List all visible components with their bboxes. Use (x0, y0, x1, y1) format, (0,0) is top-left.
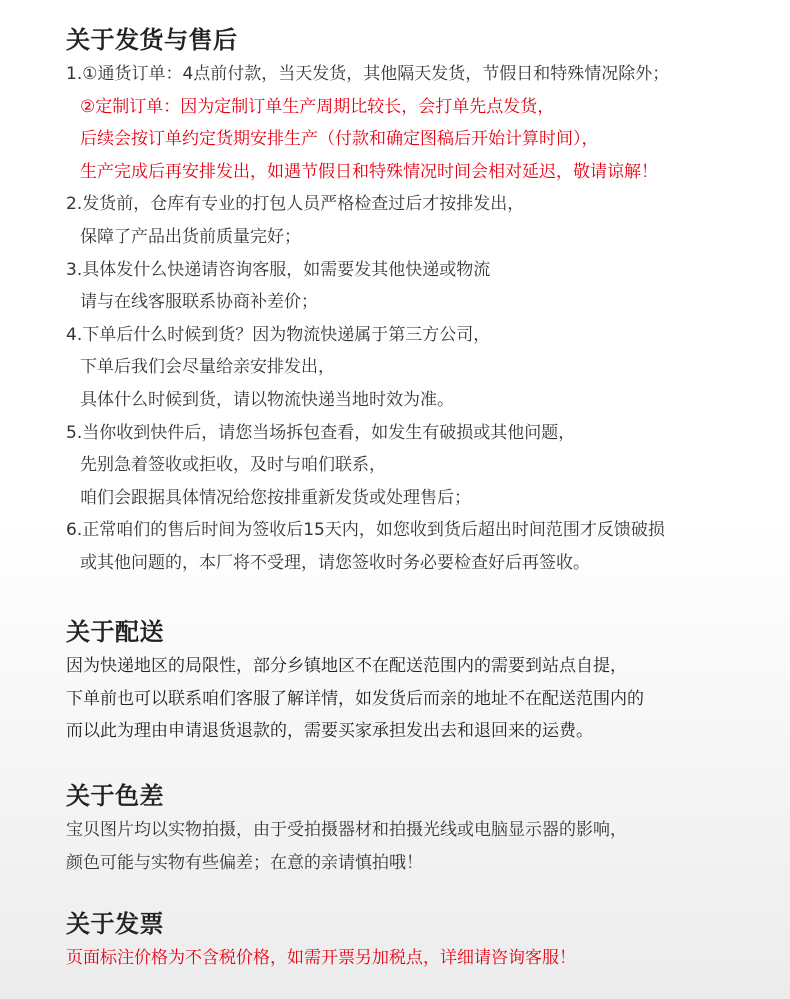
shipping-line-8: 请与在线客服联系协商补差价； (80, 292, 318, 313)
shipping-line-3: 后续会按订单约定货期安排生产（付款和确定图稿后开始计算时间）， (80, 129, 599, 150)
invoice-line-1: 页面标注价格为不含税价格，如需开票另加税点，详细请咨询客服！ (66, 948, 576, 968)
color-diff-lines (66, 814, 770, 879)
shipping-line-7: 3.具体发什么快递请咨询客服，如需要发其他快递或物流 (66, 259, 491, 280)
shipping-line-12: 5.当你收到快件后，请您当场拆包查看，如发生有破损或其他问题， (66, 422, 576, 443)
color-diff-section (66, 778, 770, 879)
shipping-line-9: 4.下单后什么时候到货？因为物流快递属于第三方公司， (66, 324, 491, 345)
shipping-line-6: 保障了产品出货前质量完好； (80, 226, 301, 247)
delivery-line-1: 因为快递地区的局限性，部分乡镇地区不在配送范围内的需要到站点自提， (66, 656, 627, 676)
invoice-section (66, 906, 770, 975)
delivery-heading: 关于配送 (66, 618, 164, 646)
shipping-line-1: 1.①通货订单：4点前付款，当天发货，其他隔天发货，节假日和特殊情况除外； (66, 64, 670, 84)
shipping-line-5: 2.发货前，仓库有专业的打包人员严格检查过后才按排发出， (66, 194, 525, 215)
delivery-line-2: 下单前也可以联系咱们客服了解详情，如发货后而亲的地址不在配送范围内的 (66, 688, 644, 709)
shipping-line-10: 下单后我们会尽量给亲安排发出， (80, 357, 335, 378)
color-diff-heading: 关于色差 (66, 782, 164, 810)
shipping-lines (66, 58, 770, 580)
invoice-lines (66, 942, 770, 975)
shipping-line-15: 6.正常咱们的售后时间为签收后15天内，如您收到货后超出时间范围才反馈破损 (66, 520, 665, 541)
shipping-line-16: 或其他问题的，本厂将不受理，请您签收时务必要检查好后再签收。 (80, 552, 590, 573)
shipping-line-14: 咱们会跟据具体情况给您按排重新发货或处理售后； (80, 487, 471, 508)
shipping-heading: 关于发货与售后 (66, 26, 238, 54)
shipping-section (66, 22, 770, 580)
shipping-line-2: ②定制订单：因为定制订单生产周期比较长，会打单先点发货， (80, 96, 555, 117)
delivery-line-3: 而以此为理由申请退货退款的，需要买家承担发出去和退回来的运费。 (66, 721, 593, 742)
invoice-heading: 关于发票 (66, 910, 164, 938)
shipping-line-13: 先别急着签收或拒收，及时与咱们联系， (80, 455, 386, 476)
shipping-line-4: 生产完成后再安排发出，如遇节假日和特殊情况时间会相对延迟，敬请谅解！ (80, 161, 658, 182)
color-diff-line-1: 宝贝图片均以实物拍摄，由于受拍摄器材和拍摄光线或电脑显示器的影响， (66, 820, 627, 840)
color-diff-line-2: 颜色可能与实物有些偏差；在意的亲请慎拍哦！ (66, 852, 423, 873)
shipping-line-11: 具体什么时候到货，请以物流快递当地时效为准。 (80, 389, 454, 410)
delivery-lines (66, 650, 770, 748)
delivery-section (66, 614, 770, 748)
